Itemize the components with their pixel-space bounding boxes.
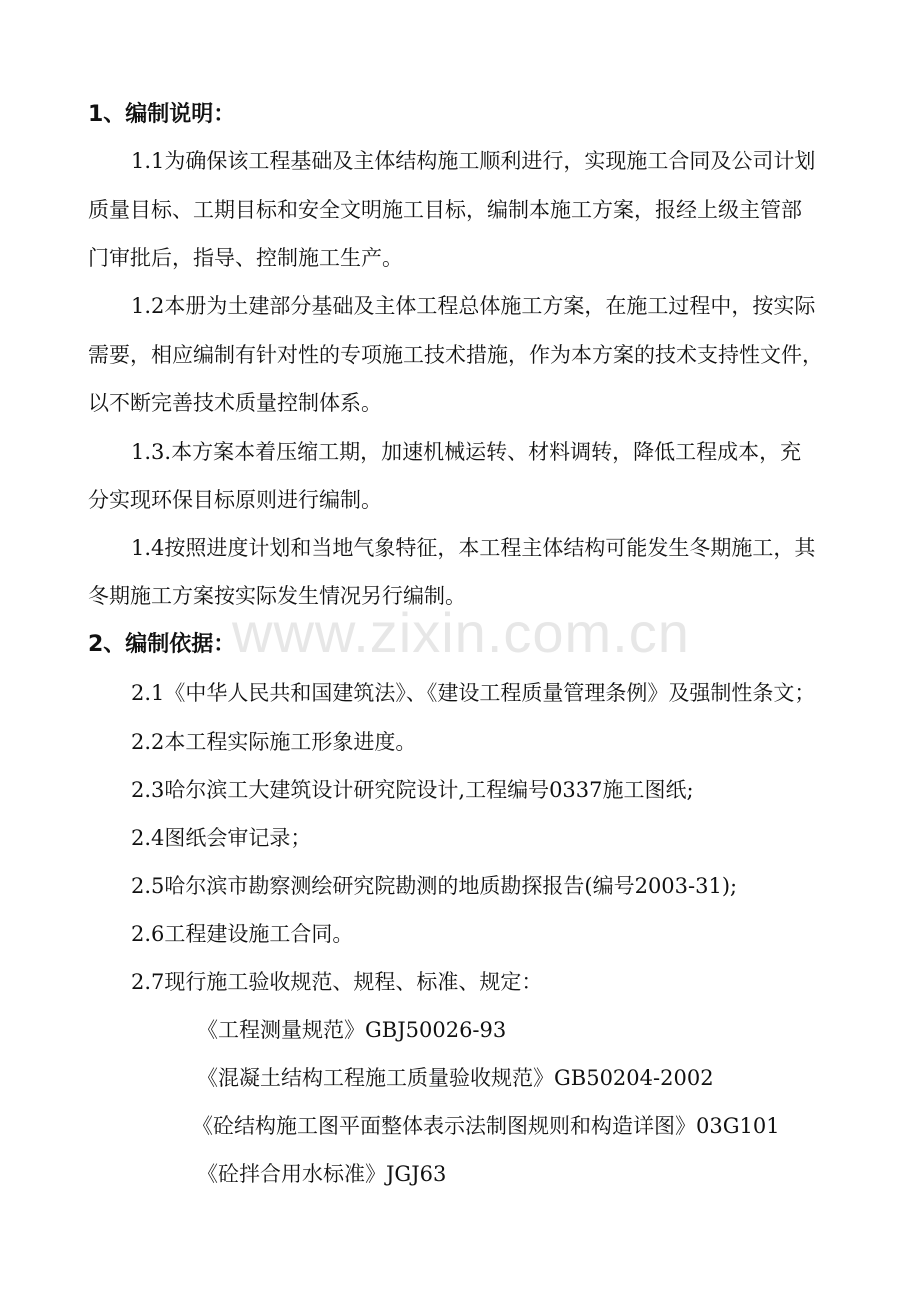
standard-item: 《混凝土结构工程施工质量验收规范》GB50204-2002 [197, 1066, 714, 1090]
paragraph-1-4-line-2: 冬期施工方案按实际发生情况另行编制。 [88, 584, 466, 608]
section-1-heading: 1、编制说明： [88, 102, 236, 127]
basis-item: 2.1《中华人民共和国建筑法》、《建设工程质量管理条例》及强制性条文； [131, 681, 816, 705]
basis-item: 2.4图纸会审记录； [131, 826, 312, 850]
paragraph-1-4-line-1: 1.4按照进度计划和当地气象特征，本工程主体结构可能发生冬期施工，其 [131, 536, 816, 560]
paragraph-1-3-line-2: 分实现环保目标原则进行编制。 [88, 488, 382, 512]
basis-item: 2.6工程建设施工合同。 [131, 922, 354, 946]
basis-item: 2.7现行施工验收规范、规程、标准、规定： [131, 970, 543, 994]
basis-item: 2.3哈尔滨工大建筑设计研究院设计,工程编号0337施工图纸; [131, 778, 694, 802]
section-2-heading: 2、编制依据： [88, 632, 236, 657]
basis-item: 2.5哈尔滨市勘察测绘研究院勘测的地质勘探报告(编号2003-31); [131, 874, 738, 898]
basis-item: 2.2本工程实际施工形象进度。 [131, 730, 417, 754]
paragraph-1-1-line-2: 质量目标、工期目标和安全文明施工目标，编制本施工方案，报经上级主管部 [88, 198, 802, 222]
standard-item: 《砼结构施工图平面整体表示法制图规则和构造详图》03G101 [192, 1114, 780, 1138]
paragraph-1-1-line-3: 门审批后，指导、控制施工生产。 [88, 246, 403, 270]
standard-item: 《工程测量规范》GBJ50026-93 [197, 1018, 507, 1042]
paragraph-1-1-line-1: 1.1为确保该工程基础及主体结构施工顺利进行，实现施工合同及公司计划 [131, 149, 816, 173]
watermark: www.zixin.com.cn [232, 601, 690, 664]
standard-item: 《砼拌合用水标准》JGJ63 [197, 1162, 447, 1186]
paragraph-1-3-line-1: 1.3.本方案本着压缩工期，加速机械运转、材料调转，降低工程成本，充 [131, 440, 802, 464]
paragraph-1-2-line-1: 1.2本册为土建部分基础及主体工程总体施工方案，在施工过程中，按实际 [131, 294, 816, 318]
paragraph-1-2-line-2: 需要，相应编制有针对性的专项施工技术措施，作为本方案的技术支持性文件， [88, 343, 823, 367]
paragraph-1-2-line-3: 以不断完善技术质量控制体系。 [88, 391, 382, 415]
